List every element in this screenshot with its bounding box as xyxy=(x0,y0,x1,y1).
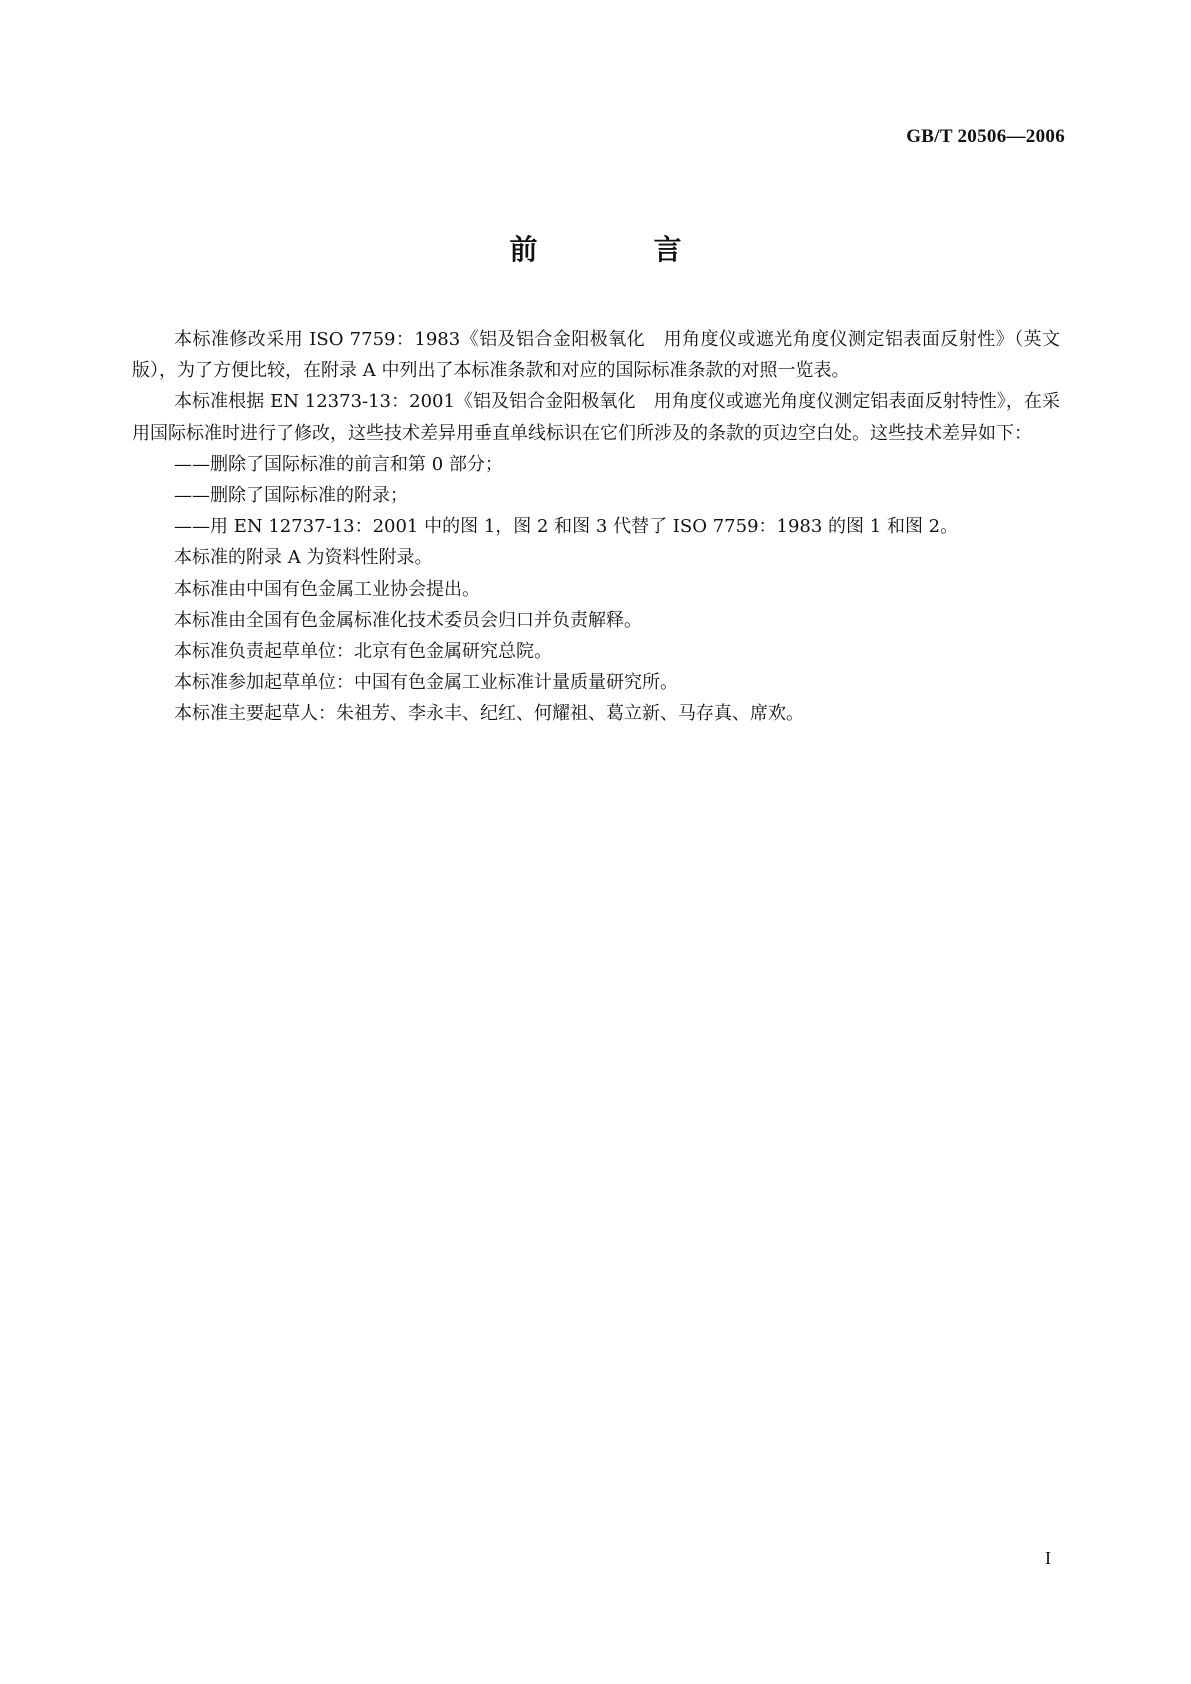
paragraph-annex: 本标准的附录 A 为资料性附录。 xyxy=(174,547,433,569)
paragraph-committee: 本标准由全国有色金属标准化技术委员会归口并负责解释。 xyxy=(174,609,642,631)
difference-item-2: ——删除了国际标准的附录； xyxy=(174,485,408,507)
difference-item-3: ——用 EN 12737-13：2001 中的图 1，图 2 和图 3 代替了 ISO 7759：1983 的图 1 和图 2。 xyxy=(174,516,959,538)
difference-item-1: ——删除了国际标准的前言和第 0 部分； xyxy=(174,453,503,475)
page-number: I xyxy=(1045,1548,1051,1568)
paragraph-adoption: 本标准修改采用 ISO 7759：1983《铝及铝合金阳极氧化 用角度仪或遮光角度仪测定铝表面反射性》（英文版），为了方便比较，在附录 A 中列出了本标准条款和对应的国际标准条款的对照一览表。 xyxy=(132,329,1060,382)
paragraph-participating-unit: 本标准参加起草单位：中国有色金属工业标准计量质量研究所。 xyxy=(174,672,678,694)
foreword-body xyxy=(132,324,1060,730)
paragraph-modification: 本标准根据 EN 12373-13：2001《铝及铝合金阳极氧化 用角度仪或遮光角度仪测定铝表面反射特性》，在采用国际标准时进行了修改，这些技术差异用垂直单线标识在它们所涉及的条款的页边空白处。这些技术差异如下： xyxy=(132,391,1060,444)
page-title: 前 言 xyxy=(509,233,726,266)
standard-code: GB/T 20506—2006 xyxy=(906,126,1065,147)
paragraph-drafting-unit: 本标准负责起草单位：北京有色金属研究总院。 xyxy=(174,641,552,663)
paragraph-proposer: 本标准由中国有色金属工业协会提出。 xyxy=(174,578,480,600)
paragraph-drafters: 本标准主要起草人：朱祖芳、李永丰、纪红、何耀祖、葛立新、马存真、席欢。 xyxy=(174,703,804,725)
